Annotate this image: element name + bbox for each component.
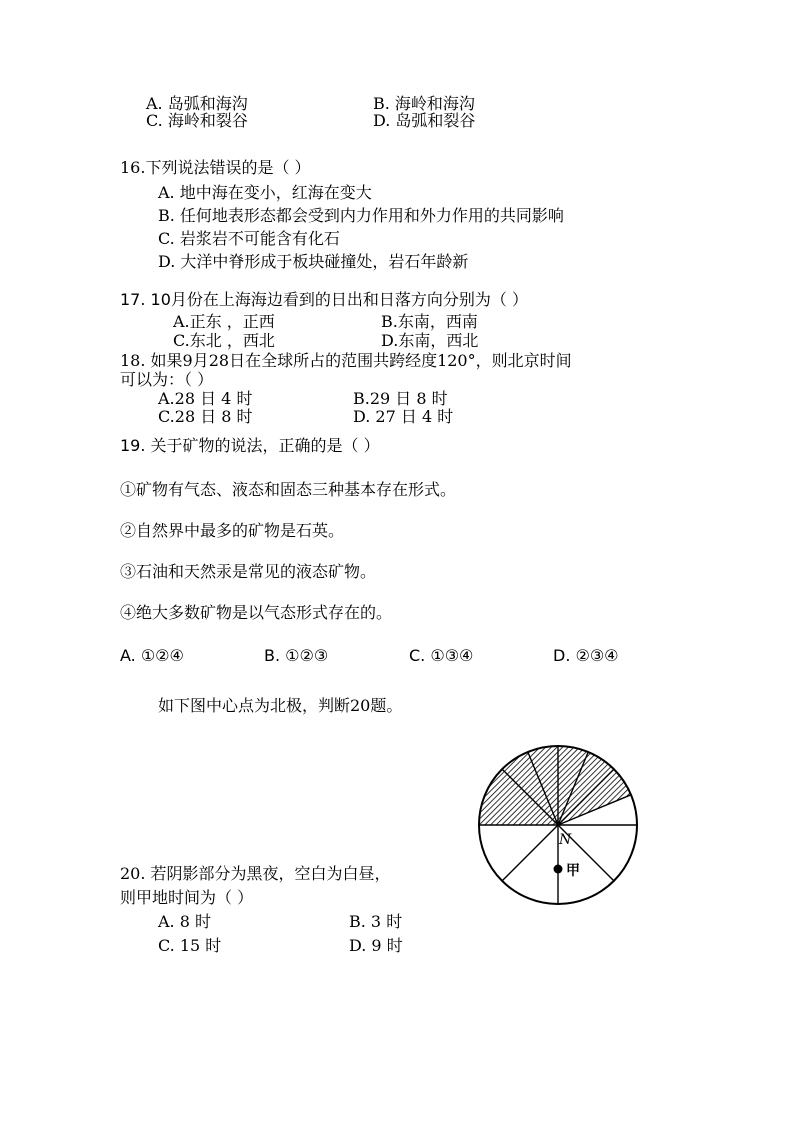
q18-option-a: A.28 日 4 时 <box>158 389 253 408</box>
q16-option-d: D. 大洋中脊形成于板块碰撞处，岩石年龄新 <box>158 252 469 271</box>
polar-diagram <box>473 740 643 910</box>
q16-option-b: B. 任何地表形态都会受到内力作用和外力作用的共同影响 <box>158 206 564 225</box>
q17-option-a: A.正东 ，正西 <box>173 312 275 331</box>
q19-item-2: ②自然界中最多的矿物是石英。 <box>120 521 345 540</box>
q20-option-b: B. 3 时 <box>349 912 403 931</box>
point-jia-label: 甲 <box>566 863 580 879</box>
q19-option-a: A. ①②④ <box>120 646 184 665</box>
q15-option-a: A. 岛弧和海沟 <box>146 94 248 113</box>
q17-option-b: B.东南，西南 <box>381 312 478 331</box>
q15-option-d: D. 岛弧和裂谷 <box>373 111 476 130</box>
north-pole-label: N <box>559 832 572 848</box>
q20-option-a: A. 8 时 <box>158 912 211 931</box>
q20-stem-line-2: 则甲地时间为（ ） <box>120 888 254 907</box>
q19-stem: 19. 关于矿物的说法，正确的是（ ） <box>120 436 380 455</box>
point-jia-dot <box>554 865 563 874</box>
q16-option-c: C. 岩浆岩不可能含有化石 <box>158 229 340 248</box>
q16-option-a: A. 地中海在变小，红海在变大 <box>158 183 372 202</box>
q19-option-b: B. ①②③ <box>264 646 329 665</box>
meridian-lines <box>479 746 637 904</box>
q18-option-c: C.28 日 8 时 <box>158 407 253 426</box>
night-sector <box>479 746 631 825</box>
q18-stem-line-2: 可以为：（ ） <box>120 370 214 389</box>
q18-option-b: B.29 日 8 时 <box>353 389 448 408</box>
q20-stem-line-1: 20. 若阴影部分为黑夜，空白为白昼， <box>120 864 391 883</box>
polar-diagram-svg <box>473 740 643 910</box>
q17-stem: 17. 10月份在上海海边看到的日出和日落方向分别为（ ） <box>120 290 528 309</box>
q19-option-d: D. ②③④ <box>553 646 619 665</box>
q19-item-4: ④绝大多数矿物是以气态形式存在的。 <box>120 603 393 622</box>
q17-option-c: C.东北 ，西北 <box>173 331 275 350</box>
q16-stem: 16.下列说法错误的是（ ） <box>120 158 311 177</box>
q20-option-d: D. 9 时 <box>349 936 403 955</box>
q19-item-1: ①矿物有气态、液态和固态三种基本存在形式。 <box>120 480 457 499</box>
q18-option-d: D. 27 日 4 时 <box>353 407 454 426</box>
q18-stem-line-1: 18. 如果9月28日在全球所占的范围共跨经度120°，则北京时间 <box>120 351 572 370</box>
q19-item-3: ③石油和天然汞是常见的液态矿物。 <box>120 562 377 581</box>
q19-option-c: C. ①③④ <box>409 646 474 665</box>
q15-option-b: B. 海岭和海沟 <box>373 94 475 113</box>
q20-option-c: C. 15 时 <box>158 936 222 955</box>
q20-intro: 如下图中心点为北极，判断20题。 <box>158 696 403 715</box>
q17-option-d: D.东南，西北 <box>381 331 479 350</box>
q15-option-c: C. 海岭和裂谷 <box>146 111 248 130</box>
